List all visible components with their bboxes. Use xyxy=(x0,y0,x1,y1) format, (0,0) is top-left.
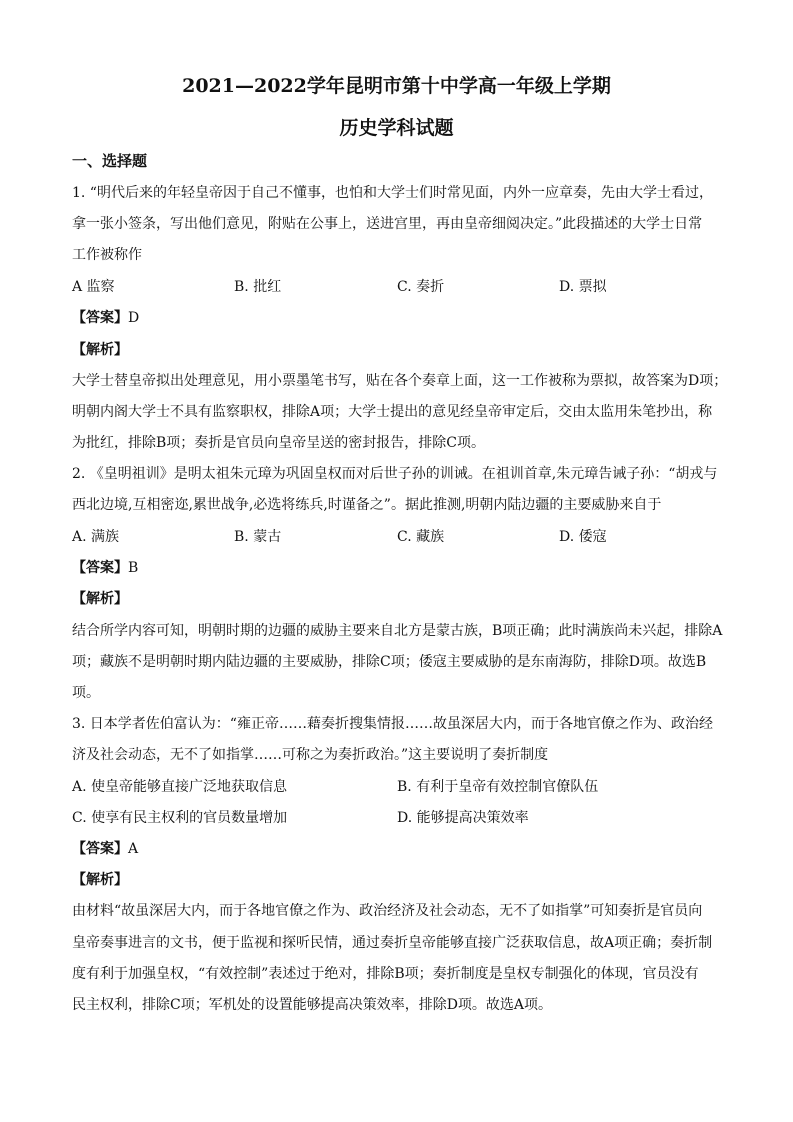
q2-answer-value: B xyxy=(128,560,139,576)
q1-option-b: B. 批红 xyxy=(234,279,282,295)
analysis-label: 【解析】 xyxy=(72,342,128,358)
q3-text-line: 济及社会动态，无不了如指掌……可称之为奏折政治。”这主要说明了奏折制度 xyxy=(72,747,549,763)
q1-text-line: 1. “明代后来的年轻皇帝因于自己不懂事，也怕和大学士们时常见面，内外一应章奏，先由大学士看过， xyxy=(72,185,713,201)
analysis-label: 【解析】 xyxy=(72,591,128,607)
q2-option-a: A. 满族 xyxy=(72,529,120,545)
q3-option-b: B. 有利于皇帝有效控制官僚队伍 xyxy=(397,779,599,795)
q2-analysis-line: 结合所学内容可知，明朝时期的边疆的威胁主要来自北方是蒙古族，B项正确；此时满族尚未兴起，排除A xyxy=(72,623,723,639)
q2-option-b: B. 蒙古 xyxy=(234,529,282,545)
analysis-label: 【解析】 xyxy=(72,872,128,888)
q2-analysis-line: 项；藏族不是明朝时期内陆边疆的主要威胁，排除C项；倭寇主要威胁的是东南海防，排除D项。故选B xyxy=(72,654,707,670)
section-heading: 一、选择题 xyxy=(72,152,148,170)
q3-option-c: C. 使享有民主权利的官员数量增加 xyxy=(72,810,288,826)
page-title: 2021—2022学年昆明市第十中学高一年级上学期 xyxy=(182,75,611,97)
q1-option-c: C. 奏折 xyxy=(397,279,445,295)
q1-analysis-heading xyxy=(72,339,128,359)
q3-option-d: D. 能够提高决策效率 xyxy=(397,810,529,826)
q2-text-line: 2. 《皇明祖训》是明太祖朱元璋为巩固皇权而对后世子孙的训诫。在祖训首章,朱元璋告诫子孙：“胡戎与 xyxy=(72,466,718,482)
q3-text-line: 3. 日本学者佐伯富认为：“雍正帝……藉奏折搜集情报……故虽深居大内，而于各地官僚之作为、政治经 xyxy=(72,716,713,732)
answer-label: 【答案】 xyxy=(72,310,128,326)
q3-analysis-line: 民主权利，排除C项；军机处的设置能够提高决策效率，排除D项。故选A项。 xyxy=(72,997,553,1013)
q1-option-d: D. 票拟 xyxy=(559,279,607,295)
page-subtitle: 历史学科试题 xyxy=(339,117,454,139)
q2-option-d: D. 倭寇 xyxy=(559,529,607,545)
answer-label: 【答案】 xyxy=(72,560,128,576)
q2-answer xyxy=(72,557,138,577)
answer-label: 【答案】 xyxy=(72,841,128,857)
q2-text-line: 西北边境,互相密迩,累世战争,必选将练兵,时谨备之”。据此推测,明朝内陆边疆的主要威胁来自于 xyxy=(72,497,662,513)
q3-analysis-line: 由材料“故虽深居大内，而于各地官僚之作为、政治经济及社会动态，无不了如指掌”可知奏折是官员向 xyxy=(72,903,703,919)
q1-text-line: 工作被称作 xyxy=(72,247,142,263)
q2-analysis-heading xyxy=(72,588,128,608)
q3-analysis-line: 皇帝奏事进言的文书，便于监视和探听民情，通过奏折皇帝能够直接广泛获取信息，故A项正确；奏折制 xyxy=(72,935,713,951)
q1-answer xyxy=(72,307,139,327)
q1-analysis-line: 为批红，排除B项；奏折是官员向皇帝呈送的密封报告，排除C项。 xyxy=(72,435,485,451)
q3-analysis-heading xyxy=(72,869,128,889)
q1-analysis-line: 明朝内阁大学士不具有监察职权，排除A项；大学士提出的意见经皇帝审定后，交由太监用朱笔抄出，称 xyxy=(72,404,713,420)
q1-option-a: A 监察 xyxy=(72,279,115,295)
q2-analysis-line: 项。 xyxy=(72,685,100,701)
q1-analysis-line: 大学士替皇帝拟出处理意见，用小票墨笔书写，贴在各个奏章上面，这一工作被称为票拟，故答案为D项； xyxy=(72,373,728,389)
q3-answer xyxy=(72,838,138,858)
q1-answer-value: D xyxy=(128,310,140,326)
q3-analysis-line: 度有利于加强皇权，“有效控制”表述过于绝对，排除B项；奏折制度是皇权专制强化的体现，官员没有 xyxy=(72,966,699,982)
q3-answer-value: A xyxy=(128,841,139,857)
q3-option-a: A. 使皇帝能够直接广泛地获取信息 xyxy=(72,779,288,795)
q2-option-c: C. 藏族 xyxy=(397,529,445,545)
q1-text-line: 拿一张小签条，写出他们意见，附贴在公事上，送进宫里，再由皇帝细阅决定。”此段描述的大学士日常 xyxy=(72,216,703,232)
